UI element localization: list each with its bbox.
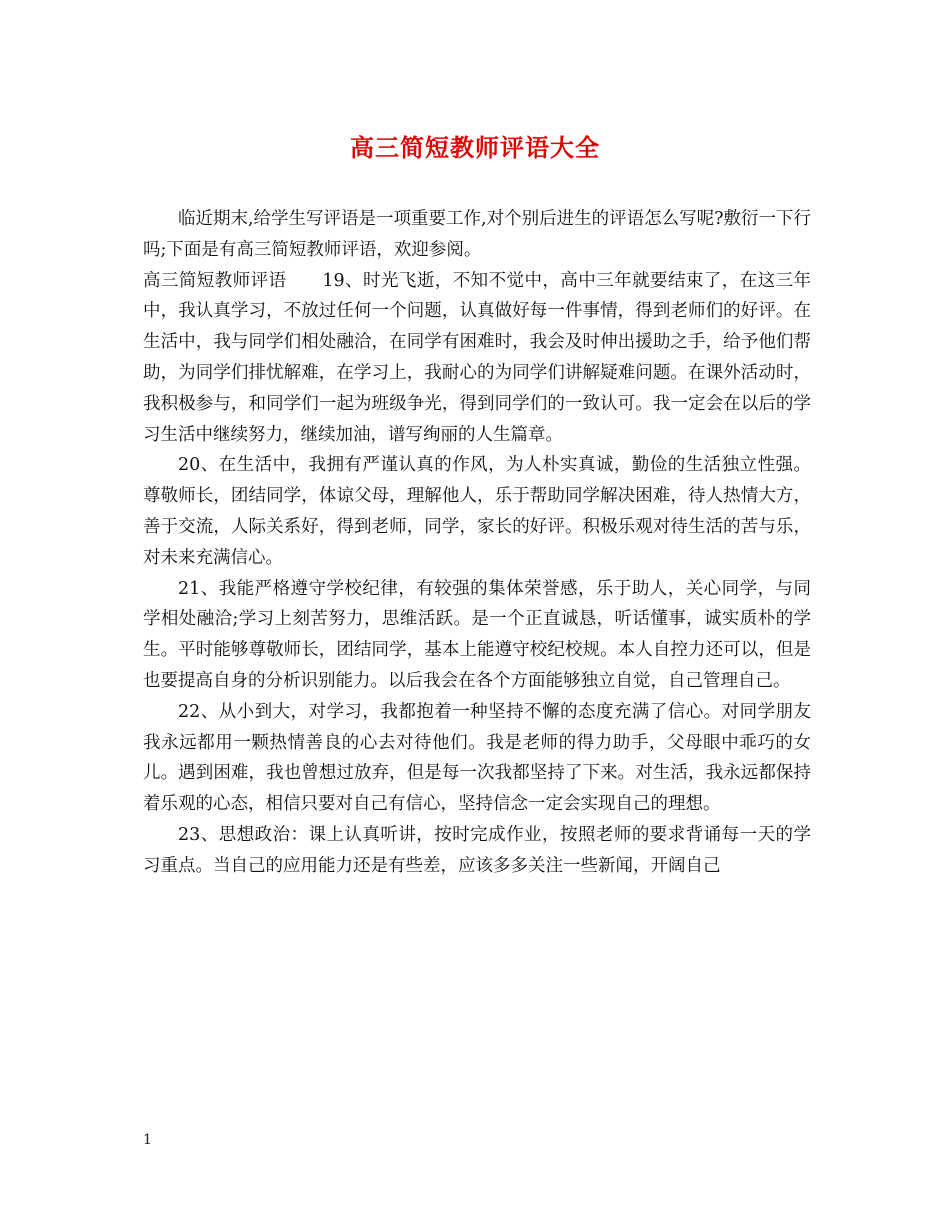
paragraph-21: 21、我能严格遵守学校纪律，有较强的集体荣誉感，乐于助人，关心同学，与同学相处融洽;学习上刻苦努力，思维活跃。是一个正直诚恳，听话懂事，诚实质朴的学生。平时能够尊敬师长，团结同学，基本上能遵守校纪校规。本人自控力还可以，但是也要提高自身的分析识别能力。以后我会在各个方面能够独立自觉，自己管理自己。 xyxy=(143,578,811,691)
paragraph-23: 23、思想政治：课上认真听讲，按时完成作业，按照老师的要求背诵每一天的学习重点。当自己的应用能力还是有些差，应该多多关注一些新闻，开阔自己 xyxy=(143,824,811,876)
paragraph-20: 20、在生活中，我拥有严谨认真的作风，为人朴实真诚，勤俭的生活独立性强。尊敬师长，团结同学，体谅父母，理解他人，乐于帮助同学解决困难，待人热情大方，善于交流，人际关系好，得到老师，同学，家长的好评。积极乐观对待生活的苦与乐，对未来充满信心。 xyxy=(143,455,811,568)
intro-paragraph: 临近期末,给学生写评语是一项重要工作,对个别后进生的评语怎么写呢?敷衍一下行吗;下面是有高三简短教师评语，欢迎参阅。 xyxy=(143,209,812,260)
paragraph-19: 高三简短教师评语 19、时光飞逝，不知不觉中，高中三年就要结束了，在这三年中，我认真学习，不放过任何一个问题，认真做好每一件事情，得到老师们的好评。在生活中，我与同学们相处融洽，在同学有困难时，我会及时伸出援助之手，给予他们帮助，为同学们排忧解难，在学习上，我耐心的为同学们讲解疑难问题。在课外活动时，我积极参与，和同学们一起为班级争光，得到同学们的一致认可。我一定会在以后的学习生活中继续努力，继续加油，谱写绚丽的人生篇章。 xyxy=(143,270,811,445)
paragraph-22: 22、从小到大，对学习，我都抱着一种坚持不懈的态度充满了信心。对同学朋友我永远都用一颗热情善良的心去对待他们。我是老师的得力助手，父母眼中乖巧的女儿。遇到困难，我也曾想过放弃，但是每一次我都坚持了下来。对生活，我永远都保持着乐观的心态，相信只要对自己有信心，坚持信念一定会实现自己的理想。 xyxy=(143,701,811,815)
document-body xyxy=(143,204,811,882)
page-number: 1 xyxy=(143,1132,152,1148)
document-title: 高三简短教师评语大全 xyxy=(350,133,600,162)
